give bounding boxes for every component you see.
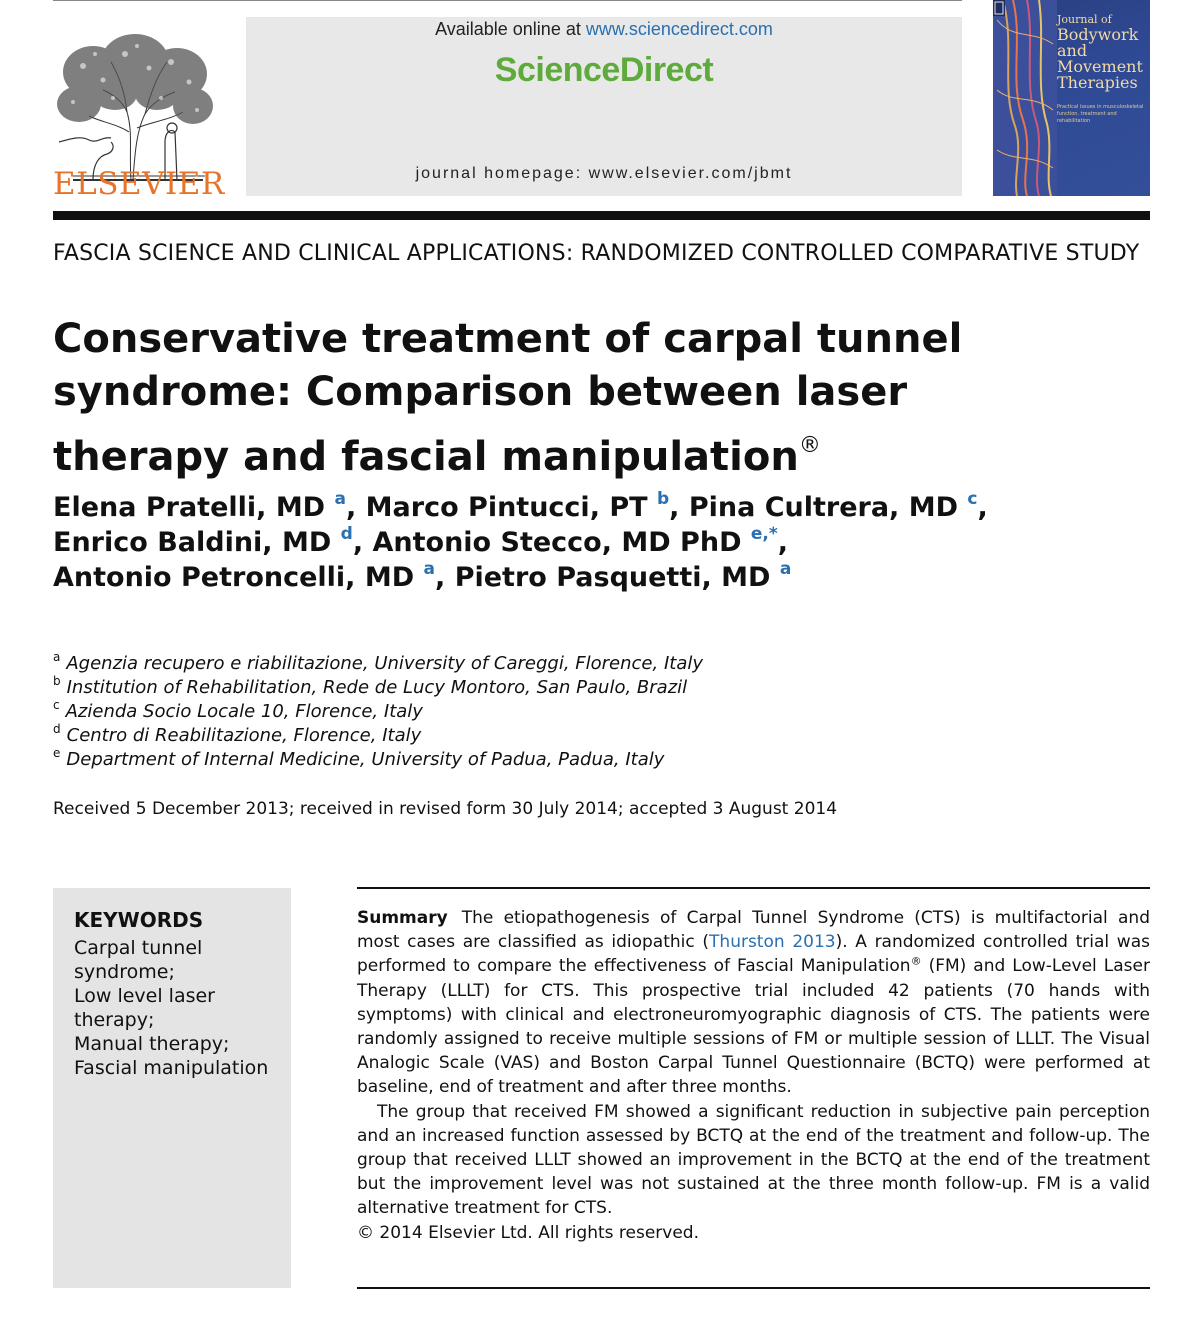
cover-title-line: Movement: [1057, 57, 1143, 76]
keyword-item: Carpal tunnel syndrome;: [74, 937, 203, 983]
title-line-text: therapy and fascial manipulation: [53, 434, 799, 480]
author-name: Antonio Petroncelli, MD: [53, 562, 415, 593]
affiliation-link[interactable]: b: [656, 489, 670, 509]
author-line: Elena Pratelli, MD $^a$, Marco Pintucci, PT $^b$, Pina Cultrera, MD $^c$,: [53, 489, 988, 523]
affiliation-link[interactable]: c: [967, 489, 978, 509]
cover-journal-of: Journal of: [1057, 13, 1112, 26]
abstract-text: ). A randomized controlled trial was performed to compare the effectiveness of Fascial Manipulation: [357, 932, 1150, 977]
header-top-rule: [53, 0, 962, 1]
affiliation-list: [53, 652, 1150, 772]
affiliation-item: [53, 676, 1150, 700]
affiliation-item: [53, 748, 1150, 772]
affiliation-key: a: [53, 650, 61, 664]
abstract-top-rule: [357, 887, 1150, 889]
author-name: Pietro Pasquetti, MD: [454, 562, 771, 593]
affiliation-key: d: [53, 722, 61, 736]
keywords-heading: KEYWORDS: [74, 908, 204, 932]
affiliation-key: b: [53, 674, 61, 688]
affiliation-key: e: [53, 746, 61, 760]
abstract-bottom-rule: [357, 1287, 1150, 1289]
keywords-list: [74, 936, 289, 1080]
author-line: Antonio Petroncelli, MD $^a$, Pietro Pasquetti, MD $^a$: [53, 559, 792, 593]
title-line: Conservative treatment of carpal tunnel: [53, 316, 963, 362]
affiliation-item: [53, 652, 1150, 676]
affiliation-link[interactable]: a: [334, 489, 346, 509]
keyword-item: Fascial manipulation: [74, 1057, 269, 1079]
received-dates: Received 5 December 2013; received in revised form 30 July 2014; accepted 3 August 2014: [53, 799, 838, 819]
affiliation-item: [53, 724, 1150, 748]
registered-mark: ®: [910, 954, 922, 968]
affiliation-link[interactable]: a: [779, 559, 792, 579]
header-divider: [53, 211, 1150, 220]
article-section-label: FASCIA SCIENCE AND CLINICAL APPLICATIONS: RANDOMIZED CONTROLLED COMPARATIVE STUDY: [53, 241, 1140, 266]
journal-cover: [993, 0, 1150, 196]
affiliation-text: Department of Internal Medicine, University of Padua, Padua, Italy: [66, 749, 665, 770]
cover-title: [1057, 14, 1147, 91]
keywords-box: [53, 888, 291, 1288]
affiliation-link[interactable]: e,*: [750, 524, 778, 544]
cover-title-line: Therapies: [1057, 73, 1138, 92]
affiliation-key: c: [53, 698, 60, 712]
abstract-heading: Summary: [357, 908, 448, 928]
author-name: Marco Pintucci, PT: [365, 492, 648, 523]
journal-homepage[interactable]: journal homepage: www.elsevier.com/jbmt: [415, 165, 793, 182]
abstract: [357, 906, 1150, 1245]
available-online-line: [246, 19, 962, 40]
abstract-paragraph: [357, 906, 1150, 1100]
title-line: syndrome: Comparison between laser: [53, 369, 908, 415]
keyword-item: Low level laser therapy;: [74, 985, 215, 1031]
author-name: Antonio Stecco, MD PhD: [372, 527, 742, 558]
sciencedirect-brand: ScienceDirect: [494, 51, 714, 89]
affiliation-text: Azienda Socio Locale 10, Florence, Italy: [65, 701, 423, 722]
affiliation-text: Centro di Reabilitazione, Florence, Italy: [66, 725, 422, 746]
keyword-item: Manual therapy;: [74, 1033, 230, 1055]
cover-subtitle: Practical issues in musculoskeletal function, treatment and rehabilitation: [1057, 104, 1144, 124]
author-name: Enrico Baldini, MD: [53, 527, 332, 558]
title-line: [53, 419, 1053, 484]
abstract-paragraph: The group that received FM showed a significant reduction in subjective pain perception and an increased function assessed by BCTQ at the end of the treatment and follow-up. The group that received LLLT showed an improvement in the BCTQ at the end of the treatment but the improvement level was not sustained at the three month follow-up. FM is a valid alternative treatment for CTS.: [357, 1101, 1150, 1219]
affiliation-text: Institution of Rehabilitation, Rede de Lucy Montoro, San Paulo, Brazil: [66, 677, 688, 698]
author-line: Enrico Baldini, MD $^d$, Antonio Stecco, MD PhD $^{e,*}$,: [53, 524, 789, 558]
sciencedirect-banner: [246, 17, 962, 196]
article-title: [53, 313, 1053, 484]
affiliation-text: Agenzia recupero e riabilitazione, University of Careggi, Florence, Italy: [66, 653, 704, 674]
abstract-text: (FM) and Low-Level Laser Therapy (LLLT) for CTS. This prospective trial included 42 patients (70 hands with symptoms) with clinical and electroneuromyographic diagnosis of CTS. The patients were randomly assigned to receive multiple sessions of FM or multiple session of LLLT. The Visual Analogic Scale (VAS) and Boston Carpal Tunnel Questionnaire (BCTQ) were performed at baseline, end of treatment and after three months.: [357, 956, 1150, 1098]
cover-title-line: Bodywork: [1057, 25, 1139, 44]
reference-link[interactable]: Thurston 2013: [709, 932, 836, 953]
abstract-text: The etiopathogenesis of Carpal Tunnel Syndrome (CTS) is multifactorial and most cases are classified as idiopathic (: [357, 908, 1150, 953]
affiliation-item: [53, 700, 1150, 724]
author-name: Pina Cultrera, MD: [688, 492, 958, 523]
affiliation-link[interactable]: a: [423, 559, 436, 579]
author-name: Elena Pratelli, MD: [53, 492, 326, 523]
registered-mark: ®: [798, 433, 821, 458]
sciencedirect-link[interactable]: www.sciencedirect.com: [585, 19, 773, 39]
cover-title-line: and: [1057, 41, 1088, 60]
cover-anatomy-image: [993, 0, 1057, 196]
available-online-prefix: Available online at: [435, 19, 581, 39]
affiliation-link[interactable]: d: [340, 524, 353, 544]
author-list: [53, 490, 1150, 595]
publisher-wordmark: ELSEVIER: [53, 166, 225, 202]
copyright-notice: © 2014 Elsevier Ltd. All rights reserved.: [357, 1222, 700, 1243]
